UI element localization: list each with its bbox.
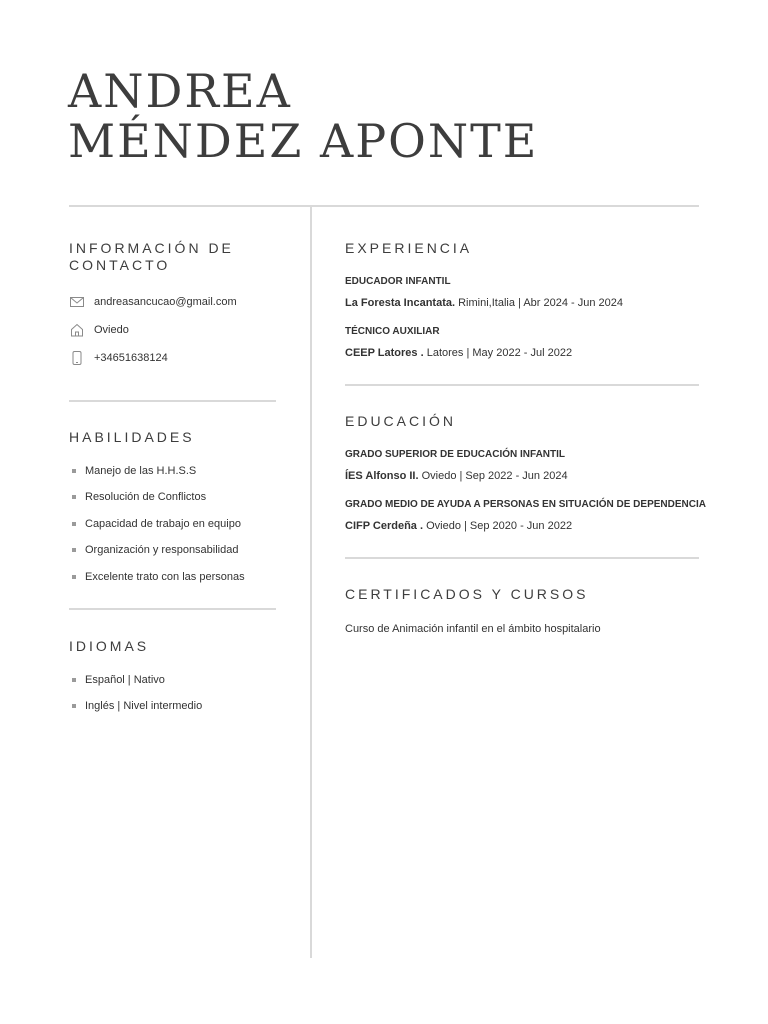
skill-item: Capacidad de trabajo en equipo [72, 518, 241, 530]
skill-item: Resolución de Conflictos [72, 491, 206, 503]
education-dates: Oviedo | Sep 2020 - Jun 2022 [426, 520, 573, 532]
bullet-icon [72, 575, 76, 579]
contact-email [69, 293, 237, 311]
skill-item: Excelente trato con las personas [72, 571, 245, 583]
bullet-icon [72, 495, 76, 499]
first-name: ANDREA [68, 64, 292, 118]
experience-org: La Foresta Incantata. [345, 297, 456, 309]
contact-city [69, 321, 129, 339]
bullet-icon [72, 522, 76, 526]
certificates-section-title: CERTIFICADOS Y CURSOS [345, 586, 589, 602]
experience-divider [345, 384, 699, 386]
language-item: Español | Nativo [72, 674, 165, 686]
education-detail [345, 470, 568, 482]
language-item: Inglés | Nivel intermedio [72, 700, 202, 712]
bullet-icon [72, 678, 76, 682]
experience-role: EDUCADOR INFANTIL [345, 276, 451, 287]
bullet-icon [72, 548, 76, 552]
home-icon [69, 322, 85, 338]
skills-divider [69, 608, 276, 610]
skills-section-title: HABILIDADES [69, 429, 195, 445]
education-dates: Oviedo | Sep 2022 - Jun 2024 [421, 470, 568, 482]
header-divider [69, 205, 699, 207]
education-detail [345, 520, 572, 532]
education-degree: GRADO MEDIO DE AYUDA A PERSONAS EN SITUACIÓN DE DEPENDENCIA [345, 499, 706, 510]
experience-dates: Rimini,Italia | Abr 2024 - Jun 2024 [458, 297, 624, 309]
education-org: CIFP Cerdeña . [345, 520, 424, 532]
education-org: ÍES Alfonso II. [345, 470, 419, 482]
experience-section-title: EXPERIENCIA [345, 240, 473, 256]
phone-text: +34651638124 [94, 352, 168, 364]
certificate-item: Curso de Animación infantil en el ámbito hospitalario [345, 623, 601, 635]
phone-icon [69, 350, 85, 366]
candidate-name [68, 66, 538, 166]
experience-detail [345, 347, 572, 359]
education-degree: GRADO SUPERIOR DE EDUCACIÓN INFANTIL [345, 449, 566, 460]
bullet-icon [72, 704, 76, 708]
city-text: Oviedo [94, 324, 129, 336]
experience-detail [345, 297, 623, 309]
experience-role: TÉCNICO AUXILIAR [345, 326, 440, 337]
experience-org: CEEP Latores . [345, 347, 424, 359]
education-divider [345, 557, 699, 559]
mail-icon [69, 294, 85, 310]
email-text: andreasancucao@gmail.com [94, 296, 237, 308]
skill-item: Organización y responsabilidad [72, 544, 238, 556]
skill-item: Manejo de las H.H.S.S [72, 465, 196, 477]
education-section-title: EDUCACIÓN [345, 413, 457, 429]
column-divider [310, 207, 312, 958]
contact-section-title: INFORMACIÓN DE CONTACTO [69, 240, 234, 273]
bullet-icon [72, 469, 76, 473]
last-name: MÉNDEZ APONTE [68, 114, 539, 168]
contact-phone [69, 349, 168, 367]
contact-divider [69, 400, 276, 402]
experience-dates: Latores | May 2022 - Jul 2022 [426, 347, 573, 359]
languages-section-title: IDIOMAS [69, 638, 150, 654]
